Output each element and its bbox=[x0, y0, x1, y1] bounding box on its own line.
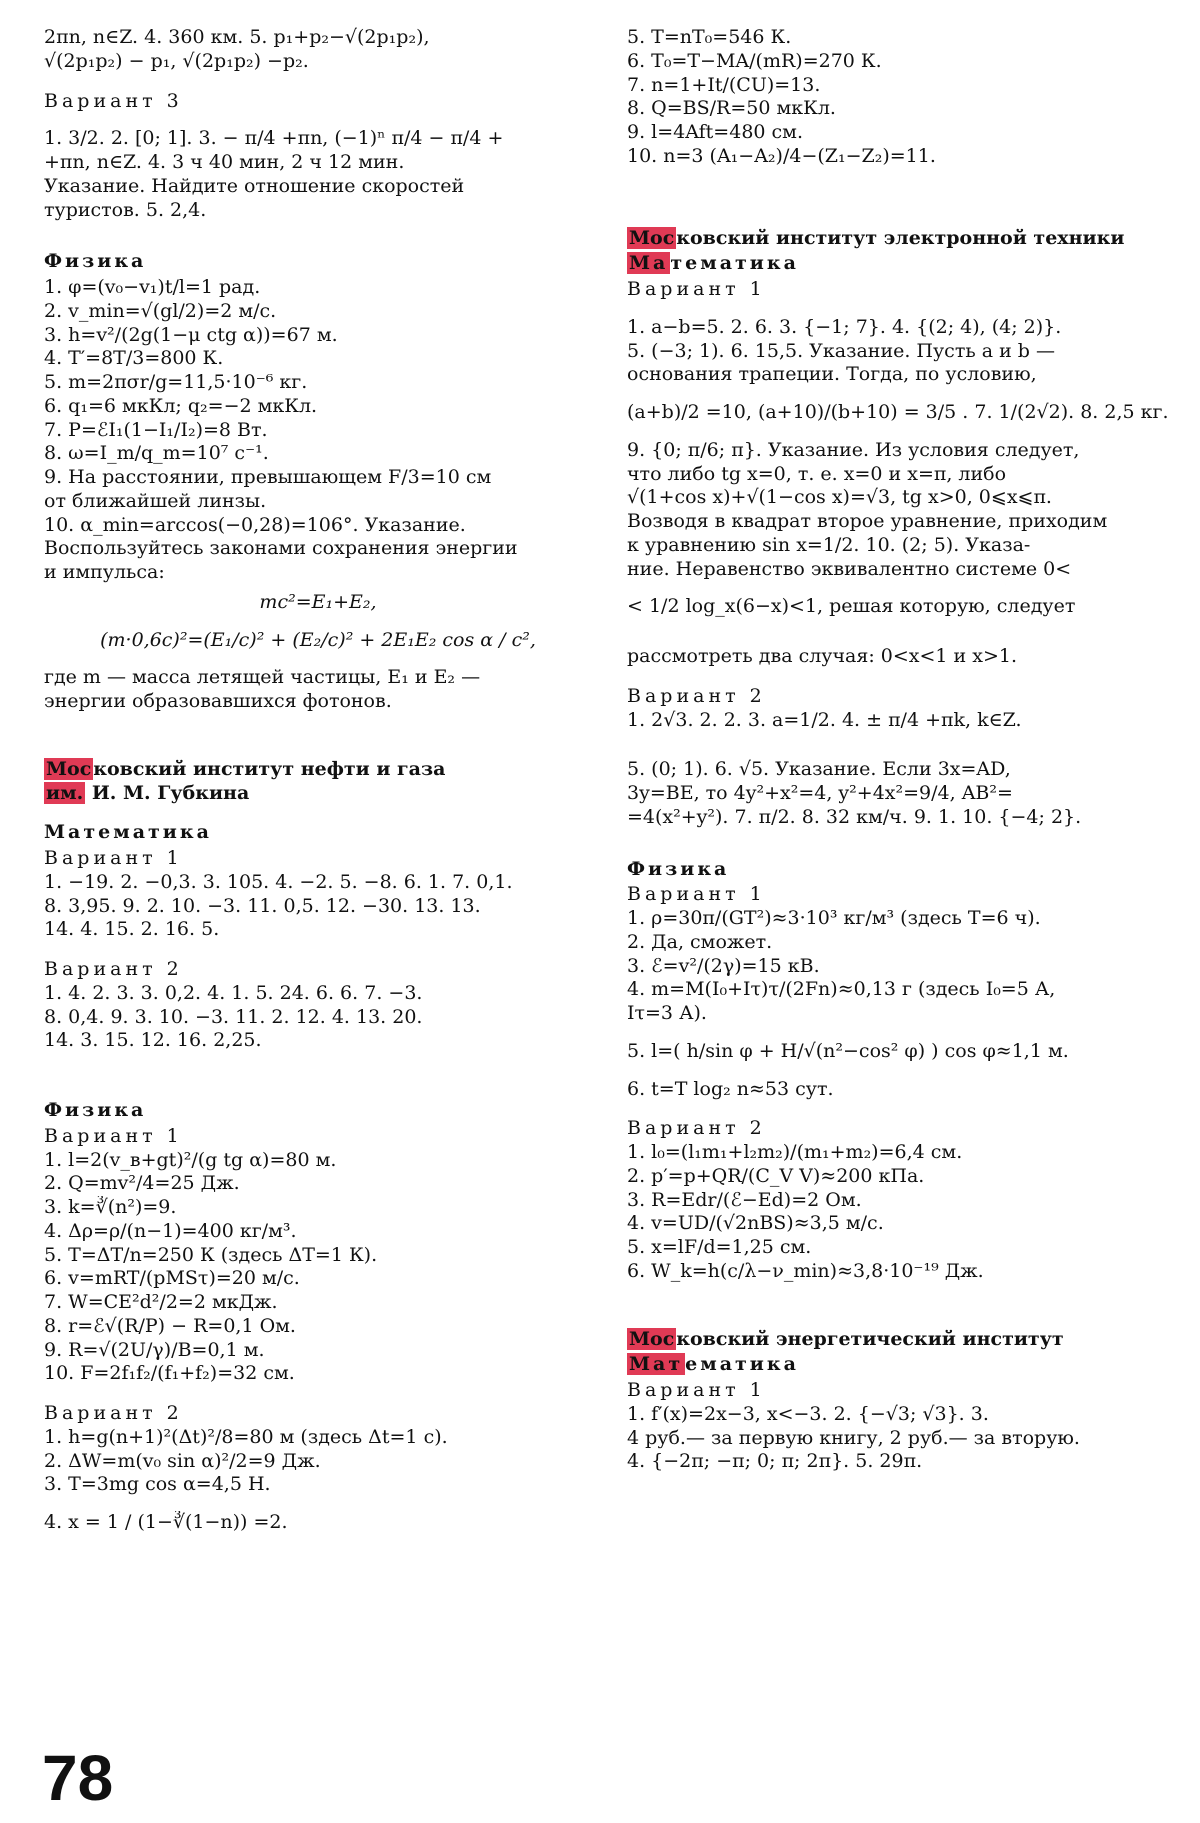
variant-heading: Вариант 2 bbox=[627, 1117, 766, 1140]
text-line: 2. p′=p+QR/(C_V V)≈200 кПа. bbox=[627, 1164, 925, 1187]
text-line: Указание. Найдите отношение скоростей bbox=[44, 174, 465, 197]
text-line: √(2p₁p₂) − p₁, √(2p₁p₂) −p₂. bbox=[44, 49, 309, 72]
text-line: 4. Δρ=ρ/(n−1)=400 кг/м³. bbox=[44, 1219, 297, 1242]
left-column bbox=[44, 26, 592, 1535]
text-line: рассмотреть два случая: 0<x<1 и x>1. bbox=[627, 645, 1018, 667]
text-line: (a+b)/2 =10, (a+10)/(b+10) = 3/5 . 7. 1/(2√2). 8. 2,5 кг. bbox=[627, 401, 1169, 423]
text-line: 5. x=lF/d=1,25 см. bbox=[627, 1236, 812, 1258]
subject-heading: Математика bbox=[44, 821, 212, 844]
text-line: 2. Q=mv²/4=25 Дж. bbox=[44, 1172, 240, 1195]
text-line: 7. W=CE²d²/2=2 мкДж. bbox=[44, 1291, 278, 1313]
text-line: 1. l₀=(l₁m₁+l₂m₂)/(m₁+m₂)=6,4 см. bbox=[627, 1141, 963, 1163]
text-line: Iτ=3 А). bbox=[627, 1002, 707, 1024]
text-line: 2πn, n∈Z. 4. 360 км. 5. p₁+p₂−√(2p₁p₂), bbox=[44, 26, 430, 48]
right-column bbox=[627, 26, 1175, 1474]
subject-heading bbox=[627, 1353, 1175, 1377]
text-line: 5. (0; 1). 6. √5. Указание. Если 3x=AD, bbox=[627, 758, 1011, 781]
subject-name: ематика bbox=[685, 1353, 799, 1376]
highlight-mark: им. bbox=[46, 781, 84, 804]
text-line: 3. k=∛(n²)=9. bbox=[44, 1196, 177, 1218]
text-line: 9. R=√(2U/γ)/B=0,1 м. bbox=[44, 1338, 265, 1361]
text-line: 3. h=v²/(2g(1−μ ctg α))=67 м. bbox=[44, 323, 338, 346]
text-line: 1. 4. 2. 3. 3. 0,2. 4. 1. 5. 24. 6. 6. 7. −3. bbox=[44, 981, 423, 1004]
variant-heading: Вариант 2 bbox=[44, 958, 183, 980]
subject-heading: Физика bbox=[627, 857, 730, 880]
highlight-mark: Мос bbox=[629, 1327, 675, 1350]
text-line: и импульса: bbox=[44, 561, 165, 583]
text-line: 8. Q=BS/R=50 мкКл. bbox=[627, 97, 836, 120]
text-line: 6. T₀=T−MA/(mR)=270 К. bbox=[627, 49, 882, 72]
institute-name: ковский энергетический институт bbox=[676, 1327, 1064, 1350]
text-line: 7. n=1+It/(CU)=13. bbox=[627, 73, 821, 96]
text-line: 9. {0; π/6; π}. Указание. Из условия следует, bbox=[627, 438, 1080, 461]
text-line: к уравнению sin x=1/2. 10. (2; 5). Указа- bbox=[627, 533, 1031, 556]
text-line: 4. T′=8T/3=800 К. bbox=[44, 347, 224, 370]
text-line: 5. l=( h/sin φ + H/√(n²−cos² φ) ) cos φ≈1,1 м. bbox=[627, 1039, 1069, 1062]
variant-heading: Вариант 1 bbox=[44, 847, 183, 869]
subject-name: тематика bbox=[670, 252, 799, 275]
text-line: 5. T=nT₀=546 К. bbox=[627, 26, 792, 48]
institute-heading bbox=[627, 1328, 1175, 1352]
text-line: ние. Неравенство эквивалентно системе 0< bbox=[627, 557, 1072, 580]
page-number: 78 bbox=[42, 1742, 114, 1814]
variant-heading: Вариант 1 bbox=[627, 278, 766, 300]
text-line: 1. f′(x)=2x−3, x<−3. 2. {−√3; √3}. 3. bbox=[627, 1402, 989, 1425]
text-line: 5. (−3; 1). 6. 15,5. Указание. Пусть a и b — bbox=[627, 339, 1055, 362]
text-line: 10. n=3 (A₁−A₂)/4−(Z₁−Z₂)=11. bbox=[627, 144, 936, 167]
text-line: 9. l=4Aft=480 см. bbox=[627, 121, 803, 143]
text-line: +πn, n∈Z. 4. 3 ч 40 мин, 2 ч 12 мин. bbox=[44, 151, 405, 173]
text-line: 6. q₁=6 мкКл; q₂=−2 мкКл. bbox=[44, 394, 318, 417]
subject-heading: Физика bbox=[44, 250, 147, 273]
institute-heading bbox=[44, 758, 592, 782]
text-line: 4. {−2π; −π; 0; π; 2π}. 5. 29π. bbox=[627, 1450, 923, 1473]
text-line: 14. 4. 15. 2. 16. 5. bbox=[44, 918, 220, 941]
text-line: 4. x = 1 / (1−∛(1−n)) =2. bbox=[44, 1511, 288, 1533]
text-line: 8. 0,4. 9. 3. 10. −3. 11. 2. 12. 4. 13. 20. bbox=[44, 1005, 423, 1028]
text-line: 2. Да, сможет. bbox=[627, 930, 773, 953]
text-line: 14. 3. 15. 12. 16. 2,25. bbox=[44, 1029, 262, 1052]
subject-heading bbox=[627, 252, 1175, 276]
institute-name: И. М. Губкина bbox=[85, 781, 250, 804]
text-line: Воспользуйтесь законами сохранения энергии bbox=[44, 537, 518, 560]
text-line: 4. m=M(I₀+Iτ)τ/(2Fn)≈0,13 г (здесь I₀=5 А, bbox=[627, 978, 1056, 1001]
text-line: от ближайшей линзы. bbox=[44, 489, 267, 512]
text-line: где m — масса летящей частицы, E₁ и E₂ — bbox=[44, 666, 481, 689]
subject-heading: Физика bbox=[44, 1099, 147, 1121]
text-line: < 1/2 log_x(6−x)<1, решая которую, следует bbox=[627, 595, 1076, 618]
highlight-mark: Мос bbox=[629, 226, 675, 249]
highlight-mark: Мос bbox=[46, 757, 92, 780]
variant-heading: Вариант 2 bbox=[44, 1402, 183, 1424]
text-line: туристов. 5. 2,4. bbox=[44, 198, 207, 221]
text-line: что либо tg x=0, т. е. x=0 и x=π, либо bbox=[627, 462, 1007, 485]
text-line: энергии образовавшихся фотонов. bbox=[44, 690, 392, 712]
variant-heading: Вариант 1 bbox=[627, 1379, 766, 1401]
institute-name: ковский институт нефти и газа bbox=[93, 757, 446, 780]
institute-name: ковский институт электронной техники bbox=[676, 226, 1125, 249]
text-line: 4. v=UD/(√2nBS)≈3,5 м/с. bbox=[627, 1212, 884, 1235]
text-line: 1. 3/2. 2. [0; 1]. 3. − π/4 +πn, (−1)ⁿ π/4 − π/4 + bbox=[44, 127, 504, 150]
formula: mc²=E₁+E₂, bbox=[259, 590, 377, 613]
text-line: 7. P=ℰI₁(1−I₁/I₂)=8 Вт. bbox=[44, 418, 268, 441]
highlight-mark: Ма bbox=[629, 252, 669, 275]
text-line: 1. φ=(v₀−v₁)t/l=1 рад. bbox=[44, 276, 261, 298]
text-line: =4(x²+y²). 7. π/2. 8. 32 км/ч. 9. 1. 10. {−4; 2}. bbox=[627, 805, 1082, 828]
text-line: 8. ω=I_m/q_m=10⁷ с⁻¹. bbox=[44, 442, 269, 465]
variant-heading: Вариант 1 bbox=[627, 883, 766, 906]
variant-heading: Вариант 3 bbox=[44, 89, 183, 112]
text-line: 8. 3,95. 9. 2. 10. −3. 11. 0,5. 12. −30. 13. 13. bbox=[44, 894, 481, 917]
text-line: 6. W_k=h(c/λ−ν_min)≈3,8·10⁻¹⁹ Дж. bbox=[627, 1259, 984, 1282]
text-line: 5. T=ΔT/n=250 К (здесь ΔT=1 К). bbox=[44, 1243, 378, 1266]
text-line: 9. На расстоянии, превышающем F/3=10 см bbox=[44, 466, 492, 488]
formula: (m·0,6c)²=(E₁/c)² + (E₂/c)² + 2E₁E₂ cos α / c², bbox=[100, 628, 536, 651]
text-line: 3. ℰ=v²/(2γ)=15 кВ. bbox=[627, 954, 820, 977]
institute-heading-line2 bbox=[44, 782, 592, 806]
text-line: основания трапеции. Тогда, по условию, bbox=[627, 363, 1037, 386]
text-line: 1. l=2(v_в+gt)²/(g tg α)=80 м. bbox=[44, 1148, 337, 1171]
text-line: 3. R=Edr/(ℰ−Ed)=2 Ом. bbox=[627, 1188, 862, 1211]
text-line: 3y=BE, то 4y²+x²=4, y²+4x²=9/4, AB²= bbox=[627, 782, 1013, 804]
text-line: 2. ΔW=m(v₀ sin α)²/2=9 Дж. bbox=[44, 1449, 321, 1472]
variant-heading: Вариант 1 bbox=[44, 1124, 183, 1147]
variant-heading: Вариант 2 bbox=[627, 684, 766, 707]
text-line: 1. 2√3. 2. 2. 3. a=1/2. 4. ± π/4 +πk, k∈Z. bbox=[627, 708, 1022, 731]
text-line: 1. h=g(n+1)²(Δt)²/8=80 м (здесь Δt=1 с). bbox=[44, 1425, 448, 1448]
text-line: 10. F=2f₁f₂/(f₁+f₂)=32 см. bbox=[44, 1362, 295, 1385]
text-line: 3. T=3mg cos α=4,5 Н. bbox=[44, 1473, 271, 1496]
text-line: √(1+cos x)+√(1−cos x)=√3, tg x>0, 0⩽x⩽π. bbox=[627, 486, 1052, 509]
text-line: 6. v=mRT/(pMSτ)=20 м/с. bbox=[44, 1267, 300, 1290]
text-line: 10. α_min=arccos(−0,28)=106°. Указание. bbox=[44, 513, 466, 536]
text-line: 6. t=T log₂ n≈53 сут. bbox=[627, 1077, 834, 1100]
highlight-mark: Мат bbox=[629, 1353, 684, 1376]
text-line: 8. r=ℰ√(R/P) − R=0,1 Ом. bbox=[44, 1314, 296, 1337]
institute-heading bbox=[627, 227, 1175, 251]
text-line: 1. a−b=5. 2. 6. 3. {−1; 7}. 4. {(2; 4), (4; 2)}. bbox=[627, 315, 1062, 338]
text-line: 1. −19. 2. −0,3. 3. 105. 4. −2. 5. −8. 6. 1. 7. 0,1. bbox=[44, 870, 513, 893]
text-line: 1. ρ=30π/(GT²)≈3·10³ кг/м³ (здесь T=6 ч). bbox=[627, 907, 1041, 929]
text-line: 4 руб.— за первую книгу, 2 руб.— за вторую. bbox=[627, 1426, 1080, 1449]
text-line: Возводя в квадрат второе уравнение, приходим bbox=[627, 510, 1108, 532]
text-line: 5. m=2πσr/g=11,5·10⁻⁶ кг. bbox=[44, 371, 308, 393]
text-line: 2. v_min=√(gl/2)=2 м/с. bbox=[44, 299, 277, 322]
